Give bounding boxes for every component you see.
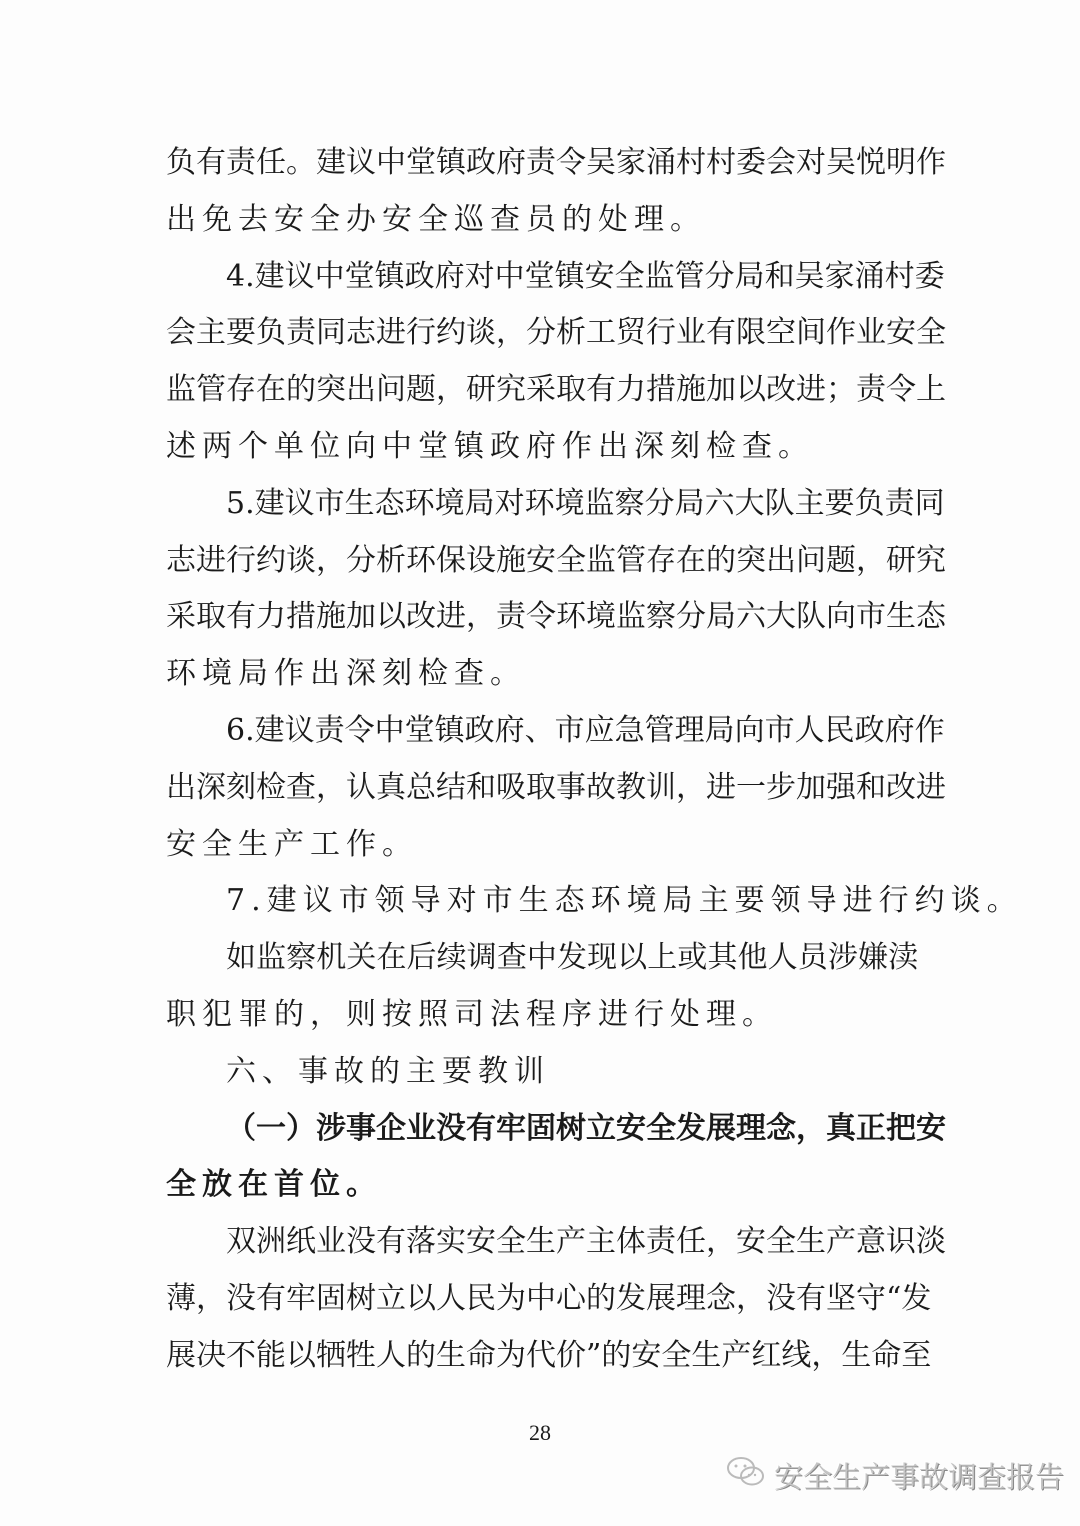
text-line: 职犯罪的，则按照司法程序进行处理。: [166, 996, 778, 1032]
text-line: 会主要负责同志进行约谈，分析工贸行业有限空间作业安全: [166, 315, 946, 351]
text-line: 述两个单位向中堂镇政府作出深刻检查。: [166, 428, 814, 464]
text-line: 出免去安全办安全巡查员的处理。: [166, 201, 706, 237]
text-line: 4.建议中堂镇政府对中堂镇安全监管分局和吴家涌村委: [226, 258, 945, 294]
text-line: 薄，没有牢固树立以人民为中心的发展理念，没有坚守“发: [166, 1280, 932, 1316]
text-line: 出深刻检查，认真总结和吸取事故教训，进一步加强和改进: [166, 769, 946, 805]
document-body: [166, 135, 1023, 1385]
watermark-text: 安全生产事故调查报告: [774, 1460, 1065, 1494]
text-line: 监管存在的突出问题，研究采取有力措施加以改进；责令上: [166, 372, 946, 408]
text-line: 7.建议市领导对市生态环境局主要领导进行约谈。: [226, 883, 1023, 919]
text-line: 全放在首位。: [166, 1167, 382, 1203]
wechat-icon: [726, 1455, 766, 1496]
page-number: 28: [529, 1420, 551, 1445]
text-line: 6.建议责令中堂镇政府、市应急管理局向市人民政府作: [226, 712, 945, 748]
text-line: 如监察机关在后续调查中发现以上或其他人员涉嫌渎: [226, 940, 918, 976]
watermark: [726, 1455, 1064, 1496]
text-line: 采取有力措施加以改进，责令环境监察分局六大队向市生态: [166, 599, 946, 635]
text-line: 负有责任。建议中堂镇政府责令吴家涌村村委会对吴悦明作: [166, 145, 946, 180]
text-line: 双洲纸业没有落实安全生产主体责任，安全生产意识淡: [226, 1224, 946, 1260]
text-line: 六、事故的主要教训: [226, 1053, 550, 1089]
text-line: 环境局作出深刻检查。: [166, 656, 526, 692]
text-line: 展决不能以牺牲人的生命为代价”的安全生产红线，生命至: [166, 1337, 932, 1373]
text-line: 安全生产工作。: [166, 826, 418, 862]
text-line: （一）涉事企业没有牢固树立安全发展理念，真正把安: [226, 1110, 946, 1146]
text-line: 志进行约谈，分析环保设施安全监管存在的突出问题，研究: [166, 542, 946, 578]
text-line: 5.建议市生态环境局对环境监察分局六大队主要负责同: [226, 485, 945, 521]
